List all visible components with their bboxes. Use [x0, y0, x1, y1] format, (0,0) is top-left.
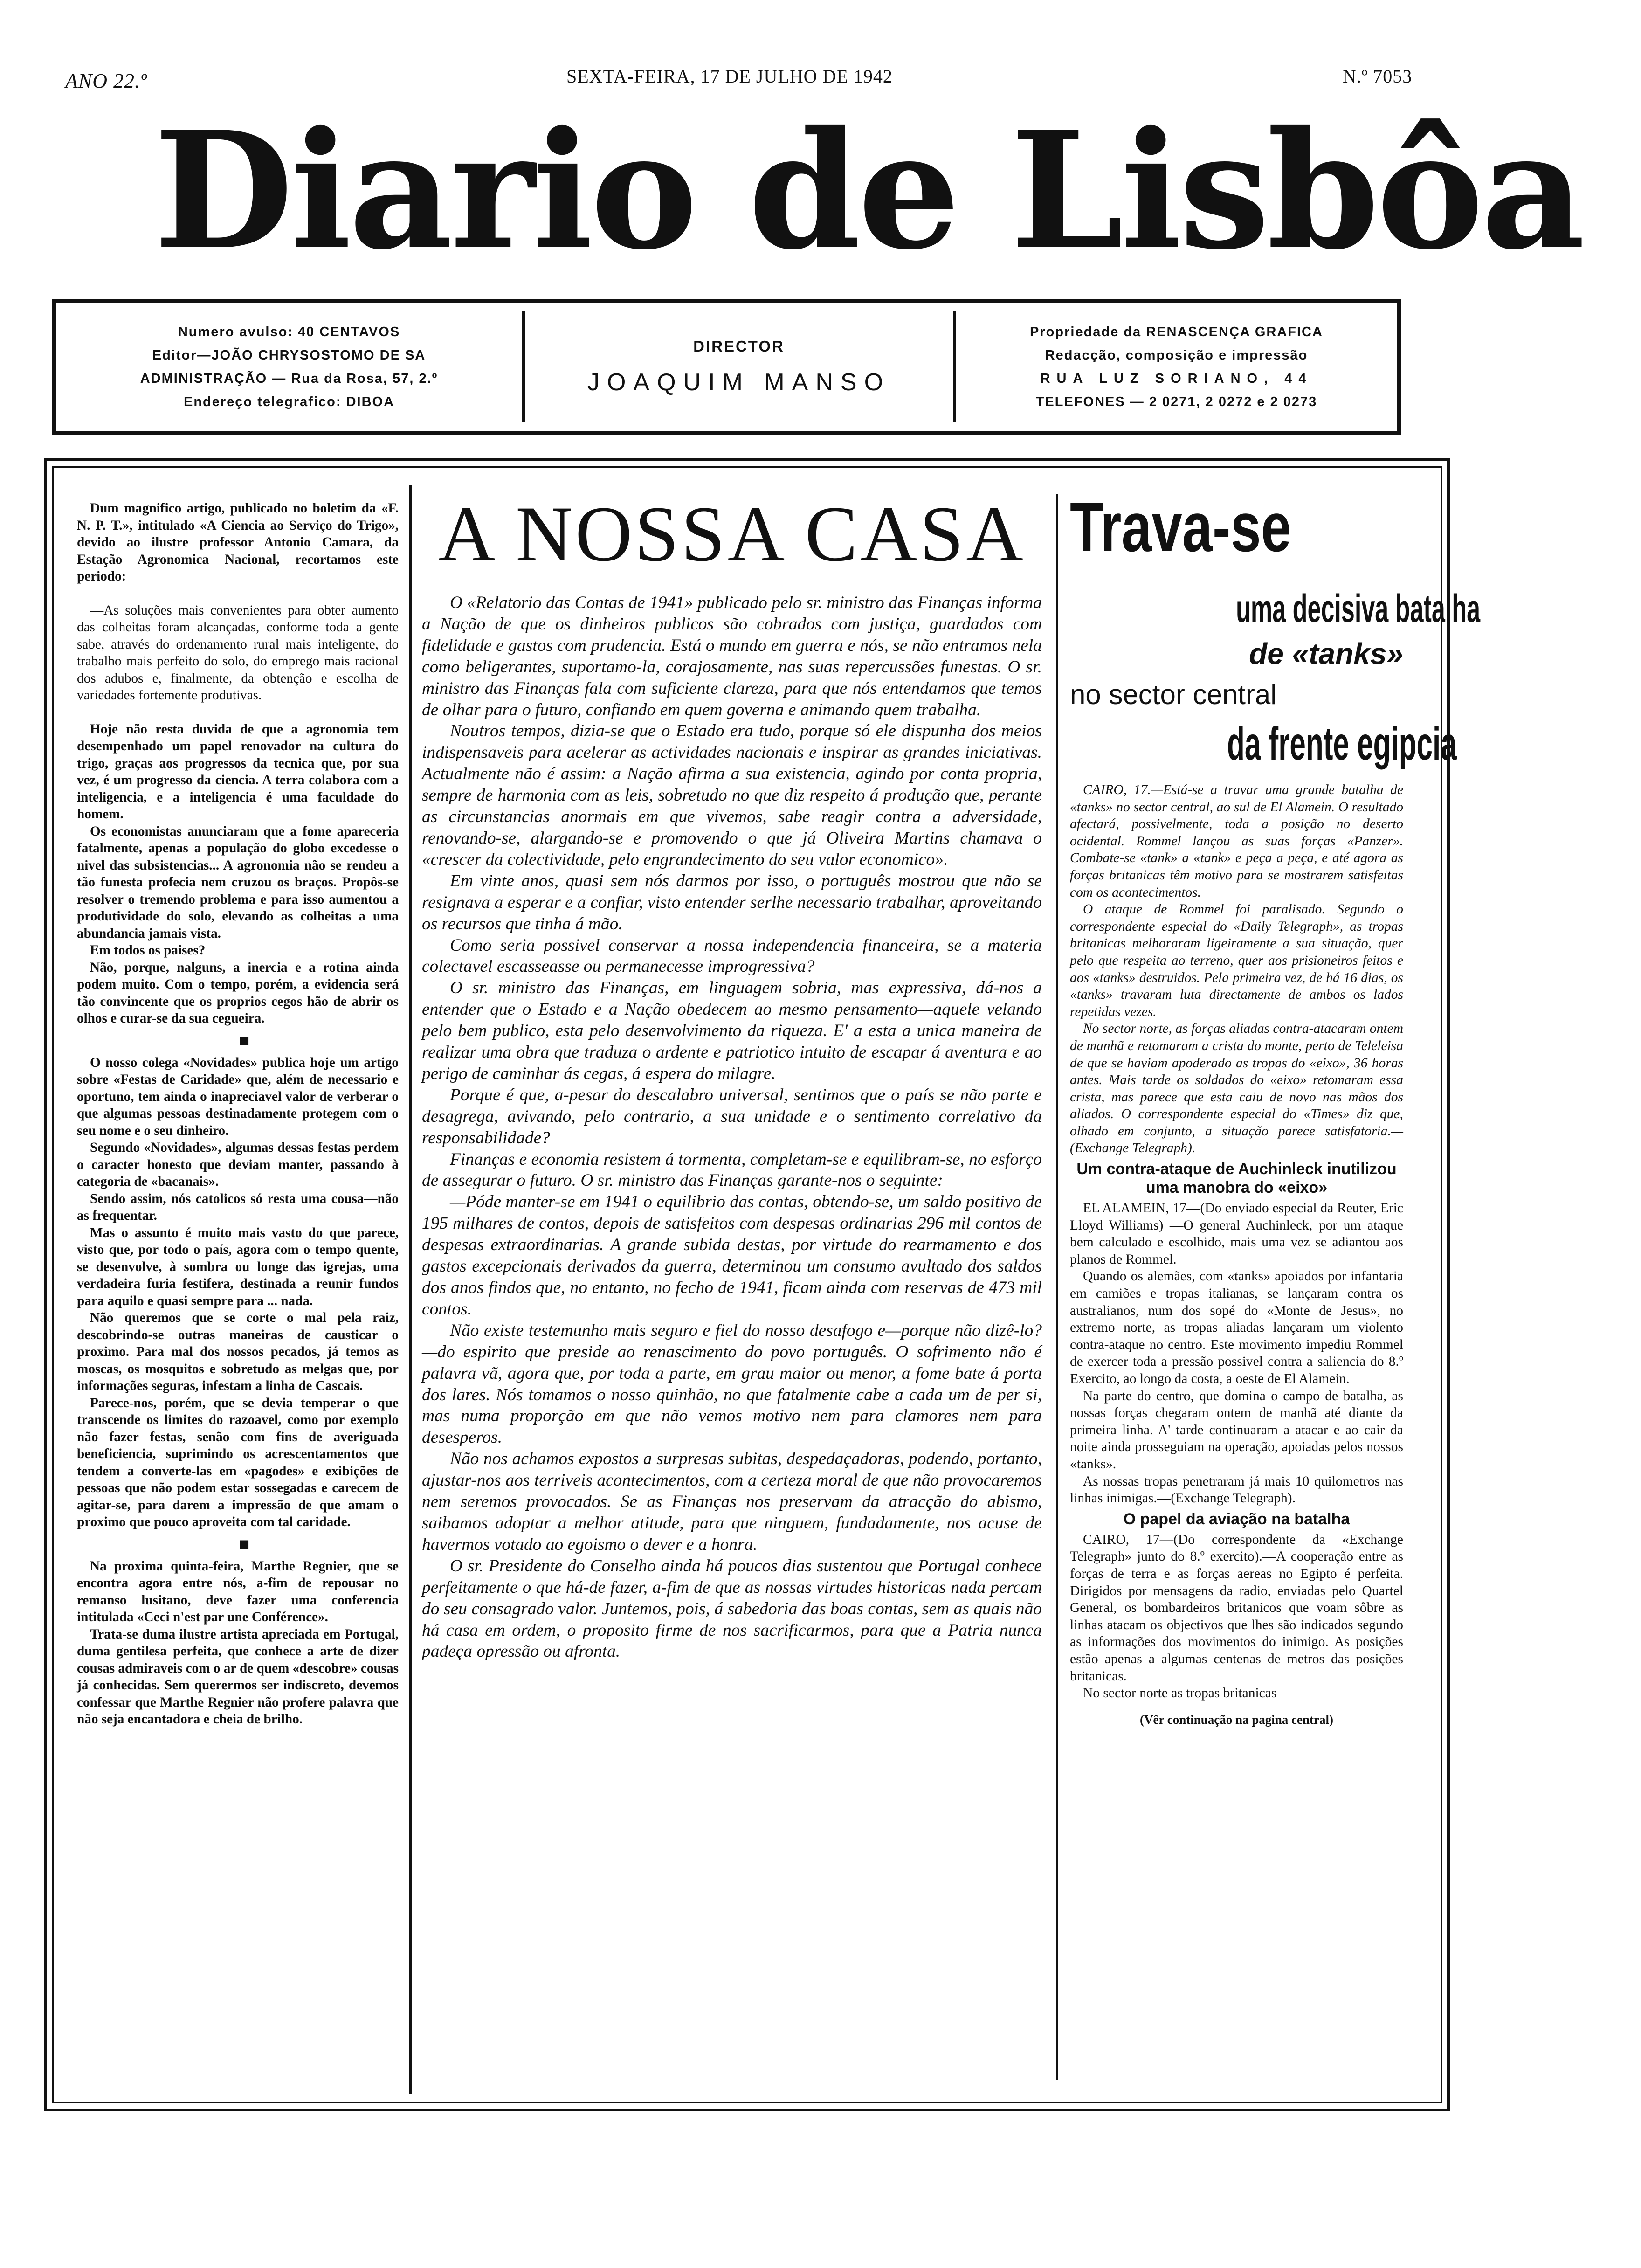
telegraph-line: Endereço telegrafico: DIBOA	[183, 394, 395, 409]
left-paragraph: Segundo «Novidades», algumas dessas festas perdem o caracter honesto que deviam manter, passando à categoria de «bacanais».	[77, 1140, 399, 1189]
year-label: ANO 22.º	[65, 69, 147, 92]
ownership-info	[956, 303, 1397, 431]
war-paragraph: Quando os alemães, com «tanks» apoiados por infantaria em camiões e tropas italianas, se lançaram contra os australianos, num dos sopé do «Monte de Jesus», no extremo norte, as tropas aliadas lançaram um violento contra-ataque no centro. Este movimento impediu Rommel de exercer toda a pressão possivel contra a saliencia do 8.º Exercito, ao longo da costa, a oeste de El Alamein.	[1070, 1269, 1403, 1386]
section-bullet: ■	[239, 1534, 250, 1554]
war-paragraph: As nossas tropas penetraram já mais 10 quilometros nas linhas inimigas.—(Exchange Telegraph).	[1070, 1473, 1403, 1506]
publication-info	[56, 303, 522, 431]
left-paragraph: Não queremos que se corte o mal pela raiz, descobrindo-se outras maneiras de causticar o proximo. Para mal dos nossos pecados, já temos as moscas, os mosquitos e sobretudo as melgas que, por informações seguras, infestam a linha de Cascais.	[77, 1310, 399, 1393]
director-name: JOAQUIM MANSO	[587, 369, 891, 396]
left-paragraph: Trata-se duma ilustre artista apreciada em Portugal, duma gentilesa perfeita, que conhece a arte de dizer cousas admiraveis com o ar de quem «descobre» cousas já conhecidas. Sem querermos ser indiscreto, devemos confessar que Marthe Regnier não profere palavra que não seja encantadora e cheia de brilho.	[77, 1626, 399, 1727]
war-subheading: O papel da aviação na batalha	[1123, 1510, 1350, 1528]
war-article-body	[1070, 781, 1403, 1728]
left-paragraph: —As soluções mais convenientes para obter aumento das colheitas foram alcançadas, conforme toda a gente sabe, através do ordenamento rural mais inteligente, do trabalho mais perfeito do solo, do emprego mais racional dos adubos e, finalmente, da obtenção e escolha de variedades fortemente produtivas.	[77, 602, 399, 703]
war-paragraph: CAIRO, 17.—Está-se a travar uma grande batalha de «tanks» no sector central, ao sul de El Alamein. O resultado afectará, possivelmente, toda a posição no deserto ocidental. Rommel lançou as suas forças «Panzer». Combate-se «tank» a «tank» e peça a peça, e até agora as forças britanicas têm motivo para se mostrarem satisfeitas com os acontecimentos.	[1070, 782, 1403, 900]
war-headline-line4: no sector central	[1070, 679, 1277, 710]
main-paragraph: Noutros tempos, dizia-se que o Estado era tudo, porque só ele dispunha dos meios indispensaveis para acelerar as actividades nacionais e inspirar as grandes iniciativas. Actualmente não é assim: a Nação afirma a sua existencia, agindo por conta propria, sempre de harmonia com as leis, sobretudo no que diz respeito á produção que, perante as circunstancias anormais em que vivemos, sabe reagir contra a adversidade, renovando-se, alargando-se e promovendo o que já Oliveira Martins chamava o «crescer da colectividade, pelo engrandecimento do seu valor economico».	[422, 721, 1042, 869]
column-rule	[409, 485, 412, 2094]
director-label: DIRECTOR	[693, 338, 785, 355]
left-paragraph: Hoje não resta duvida de que a agronomia tem desempenhado um papel renovador na cultura do trigo, graças aos progressos da tecnica que, por sua vez, é um progresso da ciencia. A terra colabora com a inteligencia, e a inteligencia é uma faculdade do homem.	[77, 721, 399, 822]
main-paragraph: Em vinte anos, quasi sem nós darmos por isso, o português mostrou que não se resignava a esperar e a confiar, visto entender serlhe necessario trabalhar, aproveitando os recursos que tinha á mão.	[422, 871, 1042, 933]
main-article-body	[422, 592, 1042, 1662]
main-paragraph: O «Relatorio das Contas de 1941» publicado pelo sr. ministro das Finanças informa a Nação de que os dinheiros publicos são cobrados com justiça, guardados com fidelidade e gastos com prudencia. Está o mundo em guerra e nós, se não entramos nela como beligerantes, suportamo-la, corajosamente, nas suas repercussões funestas. O sr. ministro das Finanças fala com suficiente clareza, para que nós entendamos que temos de olhar para o futuro, confiando em quem governa e animando quem trabalha.	[422, 593, 1042, 719]
masthead-info-box	[52, 299, 1401, 435]
main-paragraph: Porque é que, a-pesar do descalabro universal, sentimos que o país se não parte e desagrega, avivando, pelo contrario, a sua unidade e o sentimento correlativo da responsabilidade?	[422, 1085, 1042, 1148]
war-headline-text: da frente egipcia	[1227, 718, 1457, 770]
left-paragraph: Os economistas anunciaram que a fome apareceria fatalmente, apenas a população do globo excedesse o nivel das subsistencias... A agronomia não se rendeu a tão funesta profecia nem cruzou os braços. Propôs-se resolver o tremendo problema e para isso aumentou a produtividade do solo, elevando as colheitas a uma abundancia jamais vista.	[77, 823, 399, 941]
phones-line: TELEFONES — 2 0271, 2 0272 e 2 0273	[1035, 394, 1317, 409]
main-paragraph: Finanças e economia resistem á tormenta, completam-se e equilibram-se, no esforço de assegurar o futuro. O sr. ministro das Finanças garante-nos o seguinte:	[422, 1149, 1042, 1190]
war-headline-line2	[1086, 585, 1481, 632]
war-paragraph: O ataque de Rommel foi paralisado. Segundo o correspondente especial do «Daily Telegraph», as tropas britanicas melhoraram ligeiramente a sua situação, quer pelo que respeita ao terreno, quer aos prisioneiros feitos e aos «tanks» destruidos. Pela primeira vez, de há 16 dias, os «tanks» travaram luta directamente de ambos os lados repetidas vezes.	[1070, 902, 1403, 1019]
administration-line: ADMINISTRAÇÃO — Rua da Rosa, 57, 2.º	[140, 371, 438, 386]
main-paragraph: Não nos achamos expostos a surpresas subitas, despedaçadoras, podendo, portanto, ajustar-nos aos terriveis acontecimentos, com a certeza moral de que não provocaremos nem seremos provocados. Se as Finanças nos preservam da atracção do abismo, saibamos adoptar a melhor atitude, para que ninguem, fundadamente, nos acuse de havermos votado ao egoismo o dever e a honra.	[422, 1449, 1042, 1554]
left-paragraph: Em todos os paises?	[90, 943, 206, 958]
left-paragraph: Mas o assunto é muito mais vasto do que parece, visto que, por todo o país, agora com o tempo quente, se desenvolve, à sombra ou longe das igrejas, uma verdadeira furia festifera, destinada a reunir fundos para aquilo e quasi sempre para ... nada.	[77, 1225, 399, 1308]
war-paragraph: EL ALAMEIN, 17—(Do enviado especial da Reuter, Eric Lloyd Williams) —O general Auchinleck, por um ataque bem calculado e escolhido, mais uma vez se adiantou aos planos de Rommel.	[1070, 1201, 1403, 1267]
masthead-title: Diario de Lisbôa	[154, 97, 1583, 285]
war-headline-line5	[1086, 716, 1457, 772]
main-paragraph: Não existe testemunho mais seguro e fiel do nosso desafogo e—porque não dizê-lo?—do espirito que preside ao renascimento do povo português. O sofrimento não é palavra vã, agora que, por toda a parte, em grau maior ou menor, a fome bate á porta dos lares. Nós tomamos o nosso quinhão, no que fatalmente cabe a cada um de per si, mas numa proporção em que não vemos motivo nem para clamores nem para desesperos.	[422, 1321, 1042, 1447]
section-bullet: ■	[239, 1030, 250, 1051]
war-paragraph: Na parte do centro, que domina o campo de batalha, as nossas forças chegaram ontem de manhã até diante da primeira linha. A' tarde continuaram a atacar e ao cair da noite ainda prosseguiam na operação, apoiadas pelos nossos «tanks».	[1070, 1388, 1403, 1472]
left-paragraph: Na proxima quinta-feira, Marthe Regnier, que se encontra agora entre nós, a-fim de repousar no remanso lusitano, deve fazer uma conferencia intitulada «Ceci n'est par une Conférence».	[77, 1558, 399, 1625]
war-paragraph: No sector norte, as forças aliadas contra-atacaram ontem de manhã e retomaram a crista do monte, perto de Teleleisa de que se haviam apoderado as tropas do «eixo», 36 horas antes. Mais tarde os soldados do «eixo» retomaram essa crista, mas parece que esta caiu de novo nas mãos dos aliados. O correspondente especial do «Times» diz que, olhado em conjunto, a situação parece satisfatoria.—(Exchange Telegraph).	[1070, 1021, 1403, 1156]
war-subheading: Um contra-ataque de Auchinleck inutilizou uma manobra do «eixo»	[1076, 1160, 1397, 1197]
main-paragraph: Como seria possivel conservar a nossa independencia financeira, se a materia colectavel escasseasse ou permanecesse improgressiva?	[422, 935, 1042, 976]
column-rule	[1056, 494, 1058, 2080]
main-article-title: A NOSSA CASA	[438, 490, 1026, 578]
left-paragraph: Sendo assim, nós catolicos só resta uma cousa—não as frequentar.	[77, 1191, 399, 1223]
continued-note: (Vêr continuação na pagina central)	[1140, 1712, 1333, 1727]
owner-line: Propriedade da RENASCENÇA GRAFICA	[1030, 325, 1323, 339]
left-paragraph: Não, porque, nalguns, a inercia e a rotina ainda podem muito. Com o tempo, porém, a evidencia será tão convincente que os proprios cegos hão de abrir os olhos e curar-se da sua cegueira.	[77, 960, 399, 1026]
left-paragraph: O nosso colega «Novidades» publica hoje um artigo sobre «Festas de Caridade» que, além de necessario e oportuno, tem ainda o inapreciavel valor de verberar o que algumas pessoas destinadamente protegem com o seu nome e o seu dinheiro.	[77, 1055, 399, 1138]
price-line: Numero avulso: 40 CENTAVOS	[178, 325, 400, 339]
left-paragraph: Parece-nos, porém, que se devia temperar o que transcende os limites do razoavel, como por exemplo não fazer festas, senão com fins de averiguada beneficiencia, suprimindo os acrescentamentos que tendem a converte-las em «pagodes» e exibições de pessoas que não podem estar sossegadas e carecem de agitar-se, para darem a impressão de que amam o proximo que pouco aproveita com tal caridade.	[77, 1395, 399, 1529]
main-paragraph: O sr. ministro das Finanças, em linguagem sobria, mas expressiva, dá-nos a entender que o Estado e a Nação obedecem ao mesmo pensamento—aquele velando pelo bem publico, esta pelo desenvolvimento da riqueza. E' a esta a unica maneira de realizar uma obra que traduza o ardente e patriotico intuito de escapar á aventura e ao perigo de caminhar ás cegas, á espera do milagre.	[422, 978, 1042, 1083]
war-headline-line3: de «tanks»	[1249, 637, 1403, 671]
address-line: RUA LUZ SORIANO, 44	[1040, 371, 1313, 386]
director-info	[525, 303, 953, 431]
main-paragraph: —Póde manter-se em 1941 o equilibrio das contas, obtendo-se, um saldo positivo de 195 milhares de contos, depois de satisfeitos com despesas ordinarias 296 mil contos de despesas extraordinarias. A grande subida destas, por virtude do rearmamento e dos gastos excepcionais derivados da guerra, determinou um consumo avultado dos saldos dos anos findos que, no entanto, no fecho de 1941, ficam ainda com reservas de 473 mil contos.	[422, 1192, 1042, 1319]
war-paragraph: CAIRO, 17—(Do correspondente da «Exchange Telegraph» junto do 8.º exercito).—A cooperação entre as forças de terra e as forças aereas no Egipto é perfeita. Dirigidos por mensagens da radio, enviadas pelo Quartel General, os bombardeiros britanicos que voam sôbre as linhas atacam os objectivos que lhes são indicados segundo as informações dos movimentos do inimigo. As posições estão apenas a algumas centenas de metros das posições britanicas.	[1070, 1532, 1403, 1684]
issue-number: N.º 7053	[1343, 66, 1413, 87]
production-line: Redacção, composição e impressão	[1045, 348, 1308, 363]
date-label: SEXTA-FEIRA, 17 DE JULHO DE 1942	[566, 66, 893, 87]
editor-line: Editor—JOÃO CHRYSOSTOMO DE SA	[152, 348, 426, 363]
main-paragraph: O sr. Presidente do Conselho ainda há poucos dias sustentou que Portugal conhece perfeitamente o que há-de fazer, a-fim de que as nossas virtudes historicas nada percam do seu consagrado valor. Juntemos, pois, á sabedoria das boas contas, sem as quais não há casa em ordem, o proposito firme de nos sacrificarmos, para que a Patria nunca padeça opressão ou afronta.	[422, 1556, 1042, 1661]
war-headline-main: Trava-se	[1070, 488, 1291, 566]
left-column	[77, 500, 399, 1728]
left-paragraph: Dum magnifico artigo, publicado no boletim da «F. N. P. T.», intitulado «A Ciencia ao Serviço do Trigo», devido ao ilustre professor Antonio Camara, da Estação Agronomica Nacional, recortamos este periodo:	[77, 501, 399, 584]
war-headline-text: uma decisiva batalha	[1236, 587, 1481, 630]
war-paragraph: No sector norte as tropas britanicas	[1083, 1686, 1277, 1701]
